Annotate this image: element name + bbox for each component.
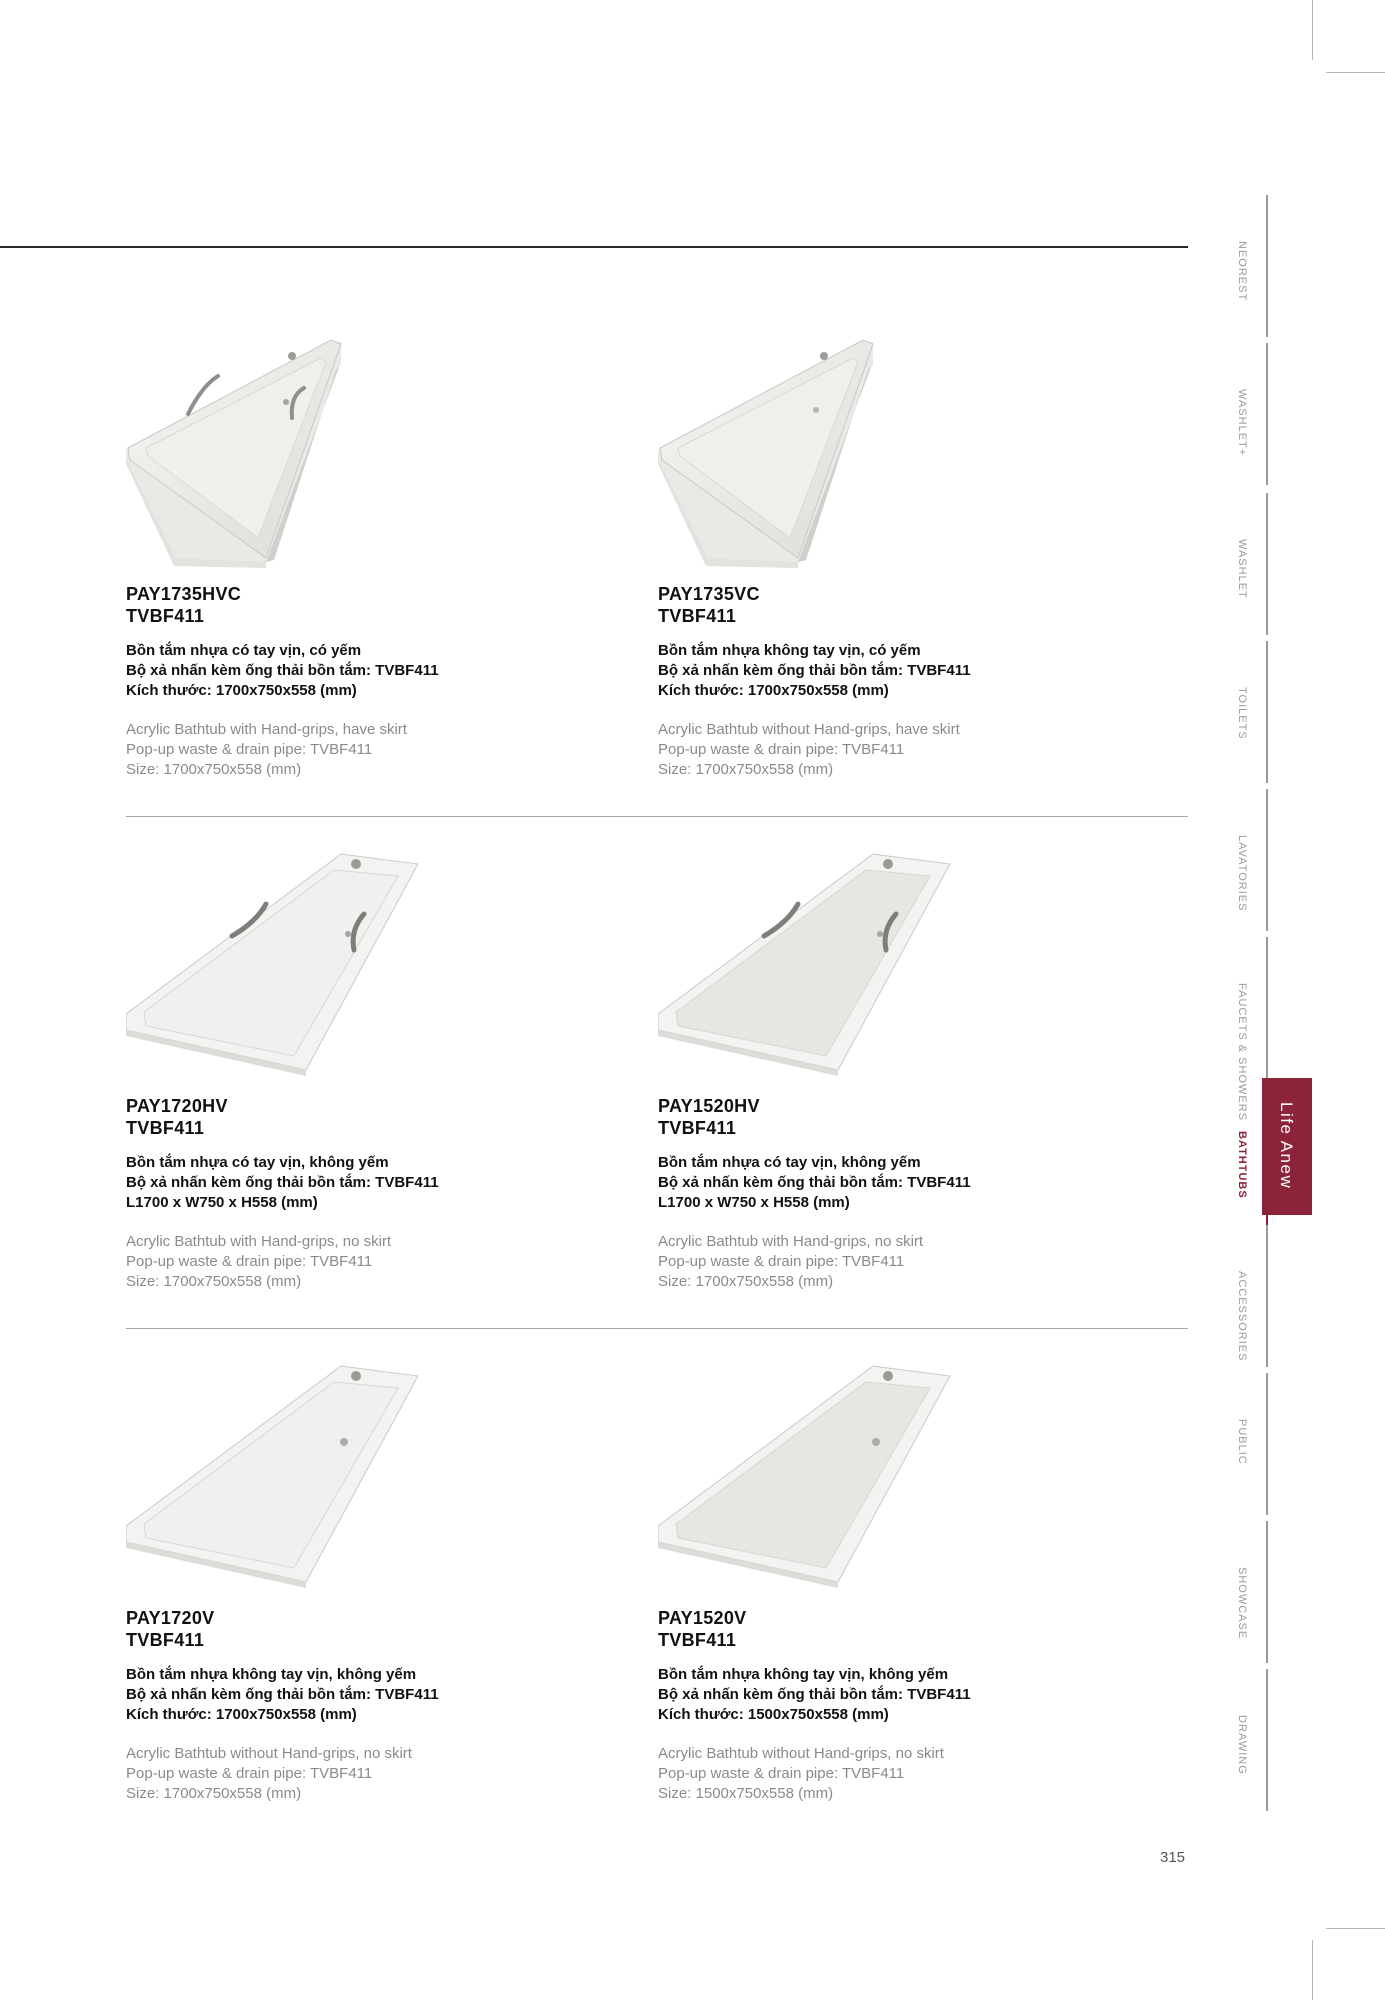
vi-name: Bồn tắm nhựa không tay vịn, không yếm xyxy=(126,1666,417,1683)
vi-size: Kích thước: 1700x750x558 (mm) xyxy=(126,1706,357,1723)
crop-mark-top-horizontal xyxy=(1326,72,1385,73)
en-name: Acrylic Bathtub without Hand-grips, no skirt xyxy=(126,1745,412,1762)
side-nav-label: WASHLET xyxy=(1236,539,1248,599)
en-waste: Pop-up waste & drain pipe: TVBF411 xyxy=(658,1253,905,1270)
vi-size: Kích thước: 1700x750x558 (mm) xyxy=(126,682,357,699)
vi-name: Bồn tắm nhựa không tay vịn, không yếm xyxy=(658,1666,949,1683)
side-nav-item[interactable] xyxy=(1228,641,1268,783)
side-nav-item[interactable] xyxy=(1228,195,1268,337)
vi-size: L1700 x W750 x H558 (mm) xyxy=(658,1194,850,1211)
product-code: PAY1520HV xyxy=(658,1096,760,1116)
side-nav-label: BATHTUBS xyxy=(1236,1131,1248,1199)
bathtub-image xyxy=(126,1354,426,1594)
row-divider-1 xyxy=(126,816,1188,817)
en-name: Acrylic Bathtub with Hand-grips, no skirt xyxy=(126,1233,392,1250)
side-nav-bar xyxy=(1266,789,1268,931)
vi-size: Kích thước: 1500x750x558 (mm) xyxy=(658,1706,889,1723)
bathtub-image xyxy=(658,842,958,1082)
bathtub-image xyxy=(658,330,958,570)
vi-waste: Bộ xả nhấn kèm ống thải bồn tắm: TVBF411 xyxy=(126,662,439,679)
product-info xyxy=(126,1095,626,1292)
side-nav-bar xyxy=(1266,1225,1268,1367)
vi-name: Bồn tắm nhựa có tay vịn, có yếm xyxy=(126,642,362,659)
side-nav-label: NEOREST xyxy=(1236,241,1248,302)
waste-code: TVBF411 xyxy=(658,606,737,626)
side-nav-item[interactable] xyxy=(1228,343,1268,485)
waste-code: TVBF411 xyxy=(126,606,205,626)
bathtub-image xyxy=(126,842,426,1082)
side-nav-bar xyxy=(1266,1373,1268,1515)
side-nav-label: PUBLIC xyxy=(1236,1419,1248,1465)
bathtub-image xyxy=(658,1354,958,1594)
vi-waste: Bộ xả nhấn kèm ống thải bồn tắm: TVBF411 xyxy=(126,1174,439,1191)
waste-code: TVBF411 xyxy=(658,1630,737,1650)
en-size: Size: 1700x750x558 (mm) xyxy=(658,761,834,778)
en-name: Acrylic Bathtub with Hand-grips, have skirt xyxy=(126,721,407,738)
side-nav-label: TOILETS xyxy=(1236,687,1248,740)
waste-code: TVBF411 xyxy=(658,1118,737,1138)
side-nav-label: WASHLET+ xyxy=(1236,389,1248,457)
en-size: Size: 1700x750x558 (mm) xyxy=(126,1785,302,1802)
product-code: PAY1735HVC xyxy=(126,584,242,604)
brand-tab xyxy=(1262,1078,1312,1215)
en-size: Size: 1700x750x558 (mm) xyxy=(658,1273,834,1290)
en-size: Size: 1500x750x558 (mm) xyxy=(658,1785,834,1802)
en-name: Acrylic Bathtub with Hand-grips, no skirt xyxy=(658,1233,924,1250)
side-nav-item[interactable] xyxy=(1228,1521,1268,1663)
side-nav-bar xyxy=(1266,493,1268,635)
side-nav-bar xyxy=(1266,195,1268,337)
en-waste: Pop-up waste & drain pipe: TVBF411 xyxy=(126,1765,373,1782)
vi-size: Kích thước: 1700x750x558 (mm) xyxy=(658,682,889,699)
vi-size: L1700 x W750 x H558 (mm) xyxy=(126,1194,318,1211)
product-code: PAY1720HV xyxy=(126,1096,228,1116)
en-size: Size: 1700x750x558 (mm) xyxy=(126,761,302,778)
product-info xyxy=(658,1095,1158,1292)
side-nav-item[interactable] xyxy=(1228,789,1268,931)
product-code: PAY1720V xyxy=(126,1608,215,1628)
crop-mark-top-vertical xyxy=(1312,0,1313,60)
product-code: PAY1735VC xyxy=(658,584,760,604)
side-nav-item[interactable] xyxy=(1228,1373,1268,1515)
en-waste: Pop-up waste & drain pipe: TVBF411 xyxy=(126,1253,373,1270)
bathtub-image xyxy=(126,330,426,570)
side-nav-bar xyxy=(1266,343,1268,485)
en-waste: Pop-up waste & drain pipe: TVBF411 xyxy=(126,741,373,758)
en-waste: Pop-up waste & drain pipe: TVBF411 xyxy=(658,741,905,758)
product-code: PAY1520V xyxy=(658,1608,747,1628)
en-name: Acrylic Bathtub without Hand-grips, have skirt xyxy=(658,721,960,738)
vi-name: Bồn tắm nhựa có tay vịn, không yếm xyxy=(658,1154,921,1171)
waste-code: TVBF411 xyxy=(126,1118,205,1138)
product-info xyxy=(126,583,626,780)
en-name: Acrylic Bathtub without Hand-grips, no skirt xyxy=(658,1745,944,1762)
product-info xyxy=(658,583,1158,780)
side-nav-label: LAVATORIES xyxy=(1236,835,1248,912)
side-nav-item[interactable] xyxy=(1228,1225,1268,1367)
row-divider-2 xyxy=(126,1328,1188,1329)
product-info xyxy=(126,1607,626,1804)
side-nav-item[interactable] xyxy=(1228,937,1268,1122)
side-nav-bar xyxy=(1266,641,1268,783)
crop-mark-bottom-horizontal xyxy=(1326,1928,1385,1929)
vi-waste: Bộ xả nhấn kèm ống thải bồn tắm: TVBF411 xyxy=(658,1686,971,1703)
product-info xyxy=(658,1607,1158,1804)
vi-waste: Bộ xả nhấn kèm ống thải bồn tắm: TVBF411 xyxy=(126,1686,439,1703)
en-size: Size: 1700x750x558 (mm) xyxy=(126,1273,302,1290)
side-nav-bar xyxy=(1266,1521,1268,1663)
side-nav-bar xyxy=(1266,1669,1268,1811)
waste-code: TVBF411 xyxy=(126,1630,205,1650)
brand-tab-label: Life Anew xyxy=(1277,1102,1296,1190)
vi-waste: Bộ xả nhấn kèm ống thải bồn tắm: TVBF411 xyxy=(658,662,971,679)
side-nav-label: FAUCETS & SHOWERS xyxy=(1236,983,1248,1122)
side-nav-label: SHOWCASE xyxy=(1236,1567,1248,1640)
side-nav-item[interactable] xyxy=(1228,1669,1268,1811)
side-nav-bar xyxy=(1266,937,1268,1079)
side-nav-label: DRAWING xyxy=(1236,1715,1248,1775)
vi-name: Bồn tắm nhựa có tay vịn, không yếm xyxy=(126,1154,389,1171)
section-side-nav xyxy=(1228,195,1268,1805)
vi-waste: Bộ xả nhấn kèm ống thải bồn tắm: TVBF411 xyxy=(658,1174,971,1191)
side-nav-item[interactable] xyxy=(1228,493,1268,635)
top-rule xyxy=(0,246,1188,248)
crop-mark-bottom-vertical xyxy=(1312,1940,1313,2000)
page-number: 315 xyxy=(1160,1849,1186,1866)
side-nav-label: ACCESSORIES xyxy=(1236,1271,1248,1362)
en-waste: Pop-up waste & drain pipe: TVBF411 xyxy=(658,1765,905,1782)
vi-name: Bồn tắm nhựa không tay vịn, có yếm xyxy=(658,642,921,659)
